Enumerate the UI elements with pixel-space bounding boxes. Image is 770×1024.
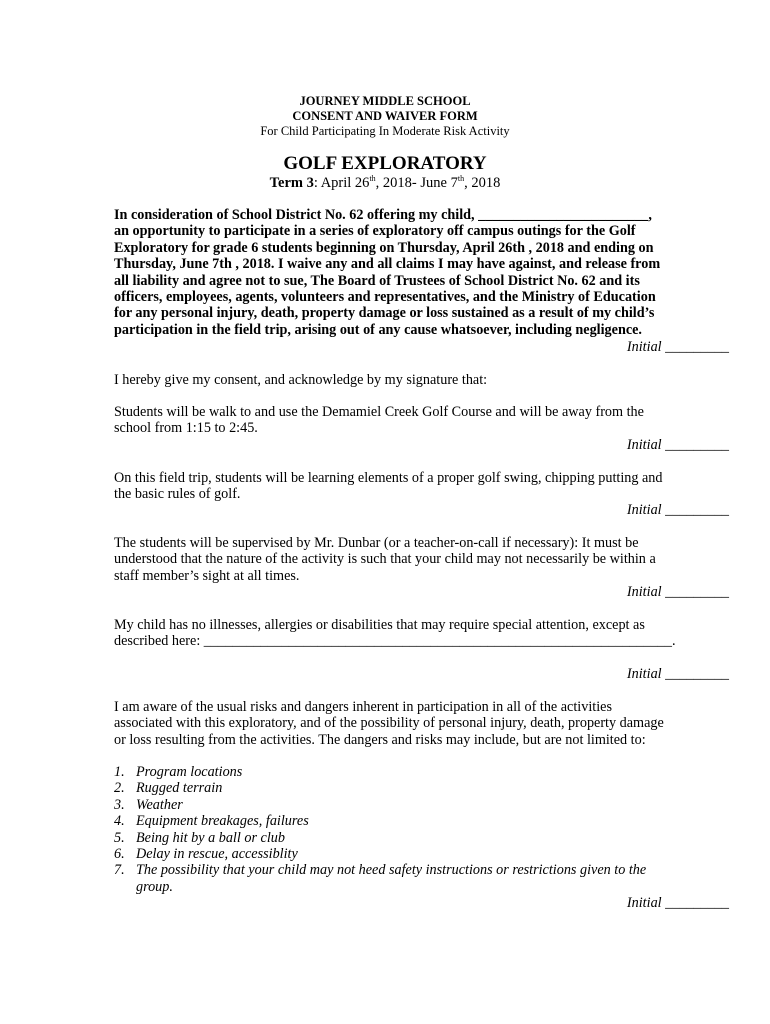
list-number: 4. xyxy=(114,813,125,830)
initial-label: Initial xyxy=(626,584,662,600)
intro-line: officers, employees, agents, volunteers and representatives, and the Ministry of Education xyxy=(114,289,656,306)
risks-intro-line: associated with this exploratory, and of the possibility of personal injury, death, property damage xyxy=(114,715,664,732)
initial-blank: _________ xyxy=(665,666,729,682)
risks-list xyxy=(114,764,654,895)
school-name: JOURNEY MIDDLE SCHOOL xyxy=(299,94,471,108)
initial-field-learning[interactable] xyxy=(627,502,729,518)
supervision-line: understood that the nature of the activity is such that your child may not necessarily be within a xyxy=(114,551,656,568)
term-end-sup: th xyxy=(457,174,465,184)
initial-label: Initial xyxy=(626,339,662,355)
list-number: 1. xyxy=(114,764,125,780)
list-item xyxy=(114,830,654,846)
intro-line: an opportunity to participate in a series of exploratory off campus outings for the Golf xyxy=(114,223,636,240)
health-description-field[interactable]: described here: __________________________________________________________________. xyxy=(114,633,676,650)
intro-line: for any personal injury, death, property damage or loss sustained as a result of my child’s xyxy=(114,305,655,322)
waiver-intro xyxy=(114,207,659,338)
initial-blank: _________ xyxy=(665,895,729,911)
risk-text: Equipment breakages, failures xyxy=(136,813,309,830)
term-label: Term 3 xyxy=(269,175,314,191)
intro-line: participation in the field trip, arising out of any cause whatsoever, including negligence. xyxy=(114,321,642,338)
learning-paragraph xyxy=(114,470,663,503)
initial-blank: _________ xyxy=(665,584,729,600)
initial-field-health[interactable] xyxy=(627,666,729,682)
risk-text: Being hit by a ball or club xyxy=(136,829,285,846)
consent-statement: I hereby give my consent, and acknowledge by my signature that: xyxy=(114,372,488,388)
initial-label: Initial xyxy=(626,437,662,453)
term-start-year: , 2018- June 7 xyxy=(375,175,458,191)
intro-line: In consideration of School District No. 62 offering my child, ________________________, xyxy=(114,207,652,223)
intro-line: Thursday, June 7th , 2018. I waive any and all claims I may have against, and release from xyxy=(114,256,661,273)
list-item xyxy=(114,813,654,829)
supervision-paragraph xyxy=(114,535,659,584)
risk-text: The possibility that your child may not heed safety instructions or restrictions given to the group. xyxy=(136,862,647,895)
initial-blank: _________ xyxy=(665,339,729,355)
form-subtitle: For Child Participating In Moderate Risk Activity xyxy=(260,124,510,138)
initial-field-location[interactable] xyxy=(627,437,729,453)
list-number: 7. xyxy=(114,862,125,879)
initial-label: Initial xyxy=(626,895,662,911)
health-line: My child has no illnesses, allergies or disabilities that may require special attention, except as xyxy=(114,617,645,633)
risks-intro-paragraph xyxy=(114,699,664,748)
initial-field-supervision[interactable] xyxy=(627,584,729,600)
location-line: Students will be walk to and use the Demamiel Creek Golf Course and will be away from the xyxy=(114,404,644,420)
list-item xyxy=(114,862,654,895)
risk-text: Weather xyxy=(136,796,183,813)
risk-text: Delay in rescue, accessiblity xyxy=(136,846,298,863)
learning-line: the basic rules of golf. xyxy=(114,486,241,503)
intro-line: all liability and agree not to sue, The Board of Trustees of School District No. 62 and its xyxy=(114,272,640,289)
initial-field-risks[interactable] xyxy=(627,895,729,911)
risk-text: Rugged terrain xyxy=(136,780,223,797)
initial-label: Initial xyxy=(626,666,662,682)
form-name: CONSENT AND WAIVER FORM xyxy=(292,109,478,123)
page-title: GOLF EXPLORATORY xyxy=(283,153,487,174)
term-start-sup: th xyxy=(369,174,376,184)
list-item xyxy=(114,846,654,862)
initial-blank: _________ xyxy=(665,437,729,453)
list-item xyxy=(114,780,654,796)
list-number: 6. xyxy=(114,846,125,863)
risks-intro-line: or loss resulting from the activities. The dangers and risks may include, but are not limited to: xyxy=(114,731,646,748)
list-item xyxy=(114,797,654,813)
learning-line: On this field trip, students will be learning elements of a proper golf swing, chipping putting and xyxy=(114,470,663,486)
initial-blank: _________ xyxy=(665,502,729,518)
location-line: school from 1:15 to 2:45. xyxy=(114,420,258,437)
initial-label: Initial xyxy=(626,502,662,518)
list-number: 5. xyxy=(114,829,125,846)
term-start: April 26 xyxy=(320,175,370,191)
list-number: 2. xyxy=(114,780,125,797)
term-end-year: , 2018 xyxy=(464,175,501,191)
list-item xyxy=(114,764,654,780)
health-paragraph xyxy=(114,617,676,650)
supervision-line: staff member’s sight at all times. xyxy=(114,567,300,584)
intro-line: Exploratory for grade 6 students beginning on Thursday, April 26th , 2018 and ending on xyxy=(114,239,654,256)
initial-field-intro[interactable] xyxy=(627,339,729,355)
risks-intro-line: I am aware of the usual risks and dangers inherent in participation in all of the activities xyxy=(114,699,612,715)
location-paragraph xyxy=(114,404,659,437)
supervision-line: The students will be supervised by Mr. Dunbar (or a teacher-on-call if necessary): It must be xyxy=(114,535,639,551)
risk-text: Program locations xyxy=(136,764,243,780)
list-number: 3. xyxy=(114,796,125,813)
term-dates: Term 3: April 26th, 2018- June 7th, 2018 xyxy=(269,174,501,191)
